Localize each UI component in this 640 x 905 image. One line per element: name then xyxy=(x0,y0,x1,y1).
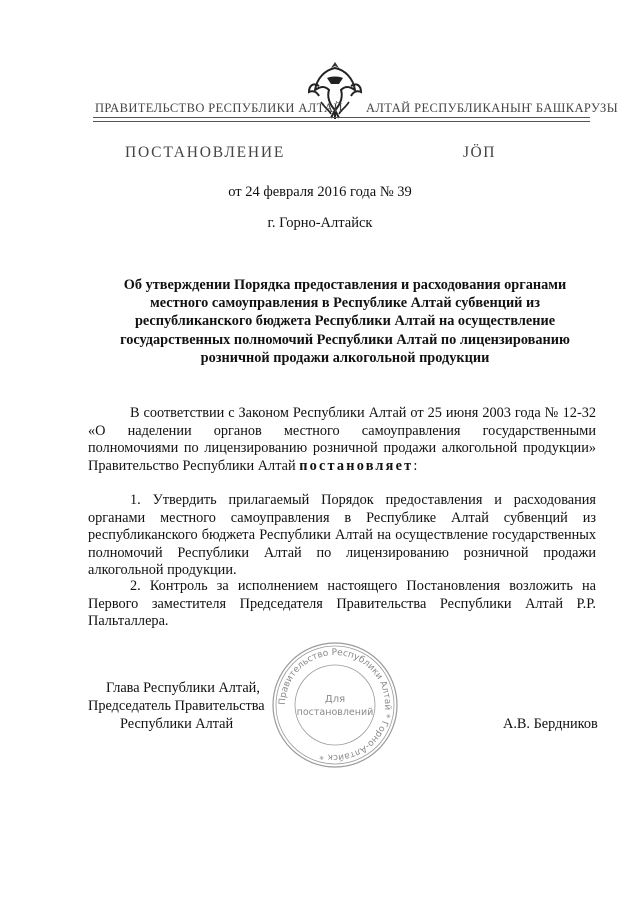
signatory-name: А.В. Бердников xyxy=(503,716,598,732)
title-line: государственных полномочий Республики Алтай по лицензированию xyxy=(120,331,570,348)
title-line: местного самоуправления в Республике Алтай субвенций из xyxy=(150,295,540,312)
document-date-number: от 24 февраля 2016 года № 39 xyxy=(228,184,412,200)
stamp-center-line-1: Для xyxy=(324,694,346,705)
header-rule-bottom xyxy=(93,121,590,122)
doc-type-russian: ПОСТАНОВЛЕНИЕ xyxy=(125,144,286,161)
document-city: г. Горно-Алтайск xyxy=(267,215,373,231)
title-line: республиканского бюджета Республики Алтай на осуществление xyxy=(134,313,556,330)
title-line: Об утверждении Порядка предоставления и расходования органами xyxy=(123,277,567,293)
preamble-paragraph xyxy=(88,405,596,475)
signatory-title-line-1: Глава Республики Алтай, xyxy=(106,680,260,696)
clause-1-paragraph: 1. Утвердить прилагаемый Порядок предоставления и расходования органами местного самоуправления в Республике Алтай субвенций из республиканского бюджета Республики Алтай на осуществление государственных полномочий Республики Алтай по лицензированию розничной продажи алкогольной продукции. xyxy=(88,492,596,579)
doc-type-altai: ЈӦП xyxy=(463,144,496,161)
clause-2-paragraph: 2. Контроль за исполнением настоящего Постановления возложить на Первого заместителя Председателя Правительства Республики Алтай Р.Р. Пальталлера. xyxy=(88,578,596,630)
official-stamp xyxy=(270,640,400,770)
signatory-title-line-3: Республики Алтай xyxy=(120,716,234,732)
government-name-russian: ПРАВИТЕЛЬСТВО РЕСПУБЛИКИ АЛТАЙ xyxy=(95,101,343,115)
preamble-colon: : xyxy=(413,457,418,474)
title-line: розничной продажи алкогольной продукции xyxy=(200,349,490,366)
preamble-text: В соответствии с Законом Республики Алтай от 25 июня 2003 года № 12-32 «О наделении органов местного самоуправления государственными полномочиями по лицензированию розничной продажи алкогольной продукции» Правительство Республики Алтай xyxy=(88,405,596,474)
document-title xyxy=(100,276,590,367)
header-rule-top xyxy=(93,117,590,118)
government-name-altai: АЛТАЙ РЕСПУБЛИКАНЫҤ БАШКАРУЗЫ xyxy=(366,101,619,115)
stamp-ring-text: Правительство Республики Алтай * Горно-Алтайск * xyxy=(277,647,393,763)
signatory-title-line-2: Председатель Правительства xyxy=(88,698,265,714)
stamp-center-line-2: постановлений xyxy=(296,707,374,718)
resolves-word: постановляет xyxy=(299,457,414,474)
